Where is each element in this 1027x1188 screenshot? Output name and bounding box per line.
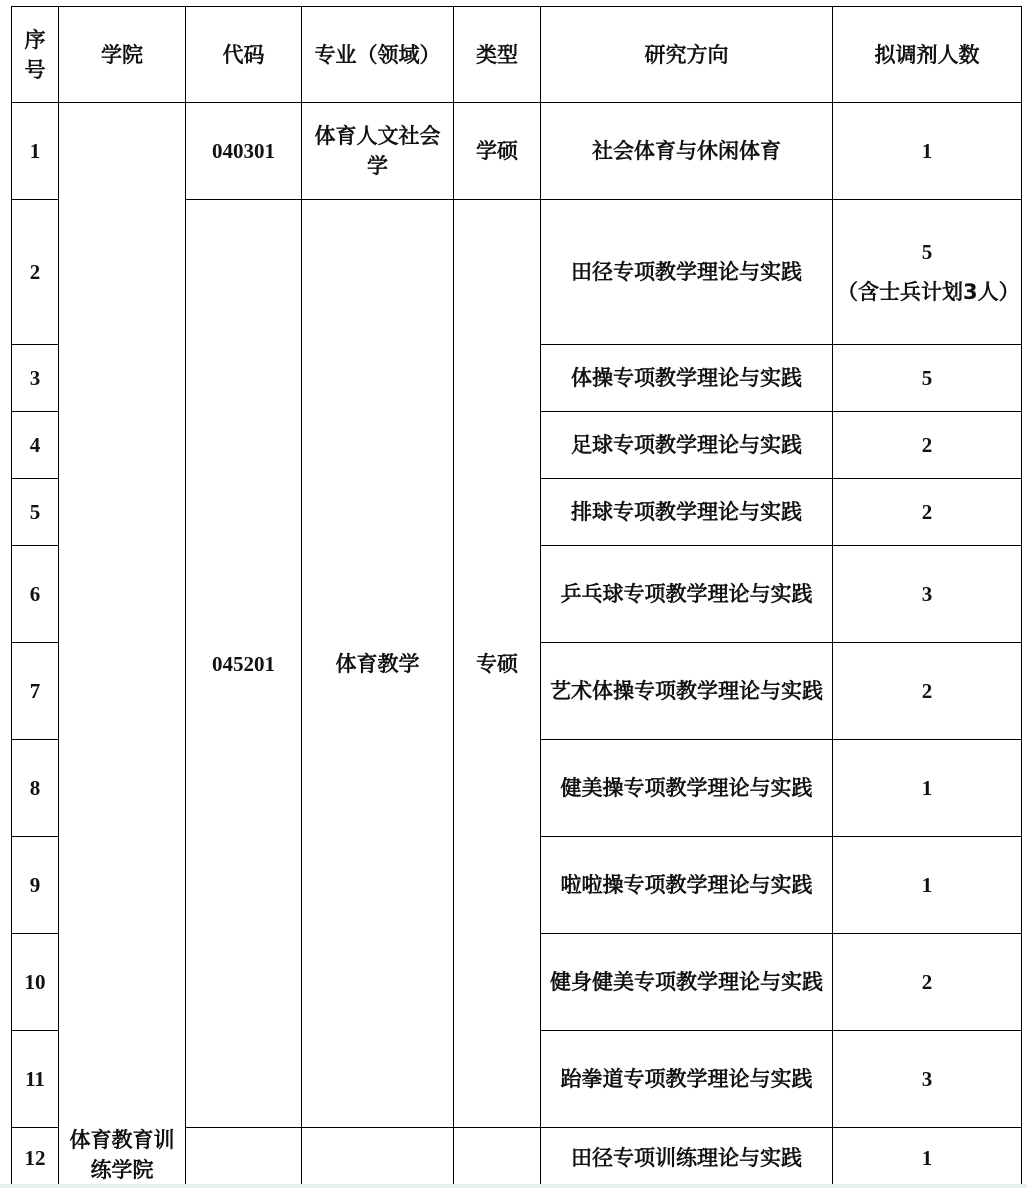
row-seq: 8: [12, 740, 59, 837]
count-cell: 1: [833, 740, 1022, 837]
row-seq: 11: [12, 1031, 59, 1128]
direction-cell: 排球专项教学理论与实践: [541, 479, 833, 546]
row-seq: 4: [12, 412, 59, 479]
code-cell: 045201: [186, 200, 302, 1128]
count-cell: [833, 200, 1022, 345]
page-bottom-edge: [0, 1184, 1027, 1188]
header-count: 拟调剂人数: [833, 7, 1022, 103]
count-cell: 3: [833, 1031, 1022, 1128]
count-cell: 5: [833, 345, 1022, 412]
row-seq: 2: [12, 200, 59, 345]
direction-cell: 田径专项教学理论与实践: [541, 200, 833, 345]
direction-cell: 足球专项教学理论与实践: [541, 412, 833, 479]
table-row: [12, 103, 1022, 200]
direction-cell: 啦啦操专项教学理论与实践: [541, 837, 833, 934]
direction-cell: 田径专项训练理论与实践: [541, 1128, 833, 1188]
header-direction: 研究方向: [541, 7, 833, 103]
type-cell: 专硕: [454, 200, 541, 1128]
count-cell: 1: [833, 103, 1022, 200]
row-seq: 9: [12, 837, 59, 934]
count-cell: 2: [833, 479, 1022, 546]
code-cell: 040301: [186, 103, 302, 200]
header-major: 专业（领域）: [302, 7, 454, 103]
direction-cell: 跆拳道专项教学理论与实践: [541, 1031, 833, 1128]
row-seq: 12: [12, 1128, 59, 1188]
direction-cell: 社会体育与休闲体育: [541, 103, 833, 200]
type-cell: [454, 1128, 541, 1188]
code-cell: [186, 1128, 302, 1188]
college-cell: [59, 103, 186, 1188]
header-code: 代码: [186, 7, 302, 103]
direction-cell: 艺术体操专项教学理论与实践: [541, 643, 833, 740]
count-cell: 1: [833, 1128, 1022, 1188]
row-seq: 1: [12, 103, 59, 200]
direction-cell: 体操专项教学理论与实践: [541, 345, 833, 412]
row-seq: 7: [12, 643, 59, 740]
major-cell: [302, 1128, 454, 1188]
direction-cell: 健身健美专项教学理论与实践: [541, 934, 833, 1031]
count-cell: 1: [833, 837, 1022, 934]
count-value: 5: [921, 240, 933, 264]
header-row: [12, 7, 1022, 103]
row-seq: 10: [12, 934, 59, 1031]
header-seq: 序号: [12, 7, 59, 103]
row-seq: 3: [12, 345, 59, 412]
type-cell: 学硕: [454, 103, 541, 200]
count-cell: 3: [833, 546, 1022, 643]
direction-cell: 健美操专项教学理论与实践: [541, 740, 833, 837]
row-seq: 6: [12, 546, 59, 643]
major-cell: 体育人文社会学: [302, 103, 454, 200]
count-cell: 2: [833, 934, 1022, 1031]
header-college: 学院: [59, 7, 186, 103]
count-note: （含士兵计划3人）: [837, 280, 1020, 304]
row-seq: 5: [12, 479, 59, 546]
count-cell: 2: [833, 412, 1022, 479]
direction-cell: 乒乓球专项教学理论与实践: [541, 546, 833, 643]
header-type: 类型: [454, 7, 541, 103]
adjustment-table: [11, 6, 1022, 1188]
count-cell: 2: [833, 643, 1022, 740]
major-cell: 体育教学: [302, 200, 454, 1128]
college-name: 体育教育训练学院: [69, 1128, 175, 1182]
